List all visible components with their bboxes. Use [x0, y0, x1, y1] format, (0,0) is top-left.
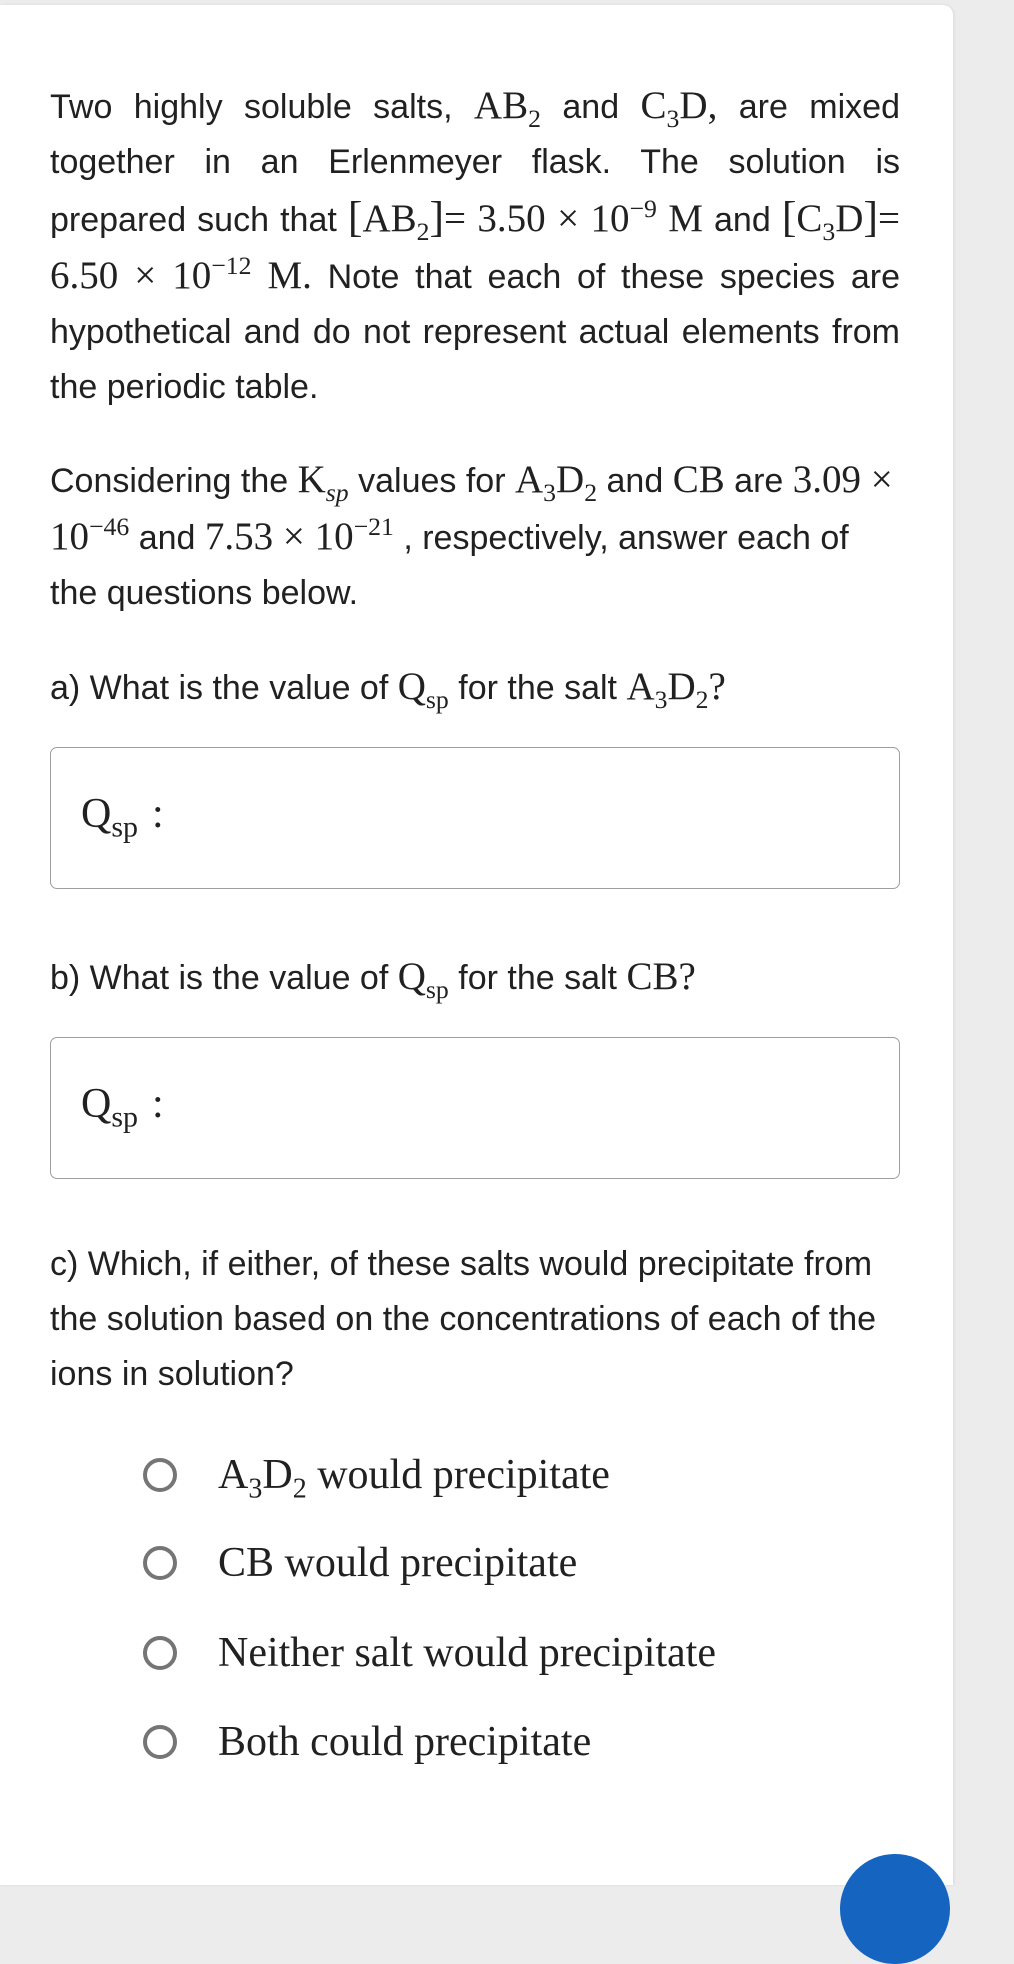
answer-input-a[interactable]: [50, 747, 900, 889]
question-c: c) Which, if either, of these salts would precipitate from the solution based on the concentrations of each of the ions in solution?: [50, 1245, 877, 1393]
salt-ab2: $AB_2$: [473, 84, 541, 133]
option-label: $A_3D_2$ would precipitate: [218, 1452, 610, 1505]
salt-a3d2: $A_3D_2$: [514, 458, 598, 507]
radio-button[interactable]: [143, 1458, 177, 1492]
radio-button[interactable]: [143, 1546, 177, 1580]
concentration-ab2: $[AB_2]= 3.50 \times 10^{-9}$ M: [347, 193, 703, 246]
qsp-symbol: $Q_{sp}$: [397, 665, 449, 714]
option-label: Neither salt would precipitate: [218, 1630, 716, 1676]
salt-cb: CB?: [626, 955, 696, 998]
salt-c3d: $C_3D$,: [640, 84, 718, 133]
intro-paragraph: Two highly soluble salts, $AB_2$ and $C_3D$, are mixed together in an Erlenmeyer flask. The solution is prepared such that $[AB_2]= 3.50 \times 10^{-9}$ M and $[C_3D]= 6.50 \times 10^{-12}$ M. Note that each of these species are hypothetical and do not represent actual elements from the periodic table.: [50, 84, 900, 406]
ksp-symbol: $K_{sp}$: [297, 458, 349, 507]
intro-text: Two highly soluble salts,: [50, 88, 474, 126]
ksp-paragraph: Considering the $K_{sp}$ values for $A_3D_2$ and CB are $3.09 \times 10^{-46}$ and $7.53 \times 10^{-21}$ , respectively, answer each of the questions below.: [50, 458, 893, 612]
radio-button[interactable]: [143, 1725, 177, 1759]
ksp-value-cb: $7.53 \times 10^{-21}$: [204, 512, 394, 558]
concentration-c3d: $[C_3D]= 6.50 \times 10^{-12}$ M.: [50, 193, 900, 297]
question-a: a) What is the value of $Q_{sp}$ for the salt $A_3D_2$?: [50, 665, 726, 714]
option-label: Both could precipitate: [218, 1719, 592, 1765]
qsp-symbol: $Q_{sp}$: [397, 955, 449, 1004]
qsp-label-a: $Q_{sp}$ :: [81, 791, 164, 844]
option-label: CB would precipitate: [218, 1540, 578, 1586]
ksp-value-a3d2: $3.09 \times 10^{-46}$: [50, 458, 893, 558]
qsp-label-b: $Q_{sp}$ :: [81, 1081, 164, 1134]
floating-action-button[interactable]: [840, 1854, 950, 1964]
question-b: b) What is the value of $Q_{sp}$ for the salt CB?: [50, 955, 696, 1004]
answer-input-b[interactable]: [50, 1037, 900, 1179]
salt-cb: CB: [672, 458, 725, 501]
radio-button[interactable]: [143, 1636, 177, 1670]
salt-a3d2: $A_3D_2$?: [626, 665, 726, 714]
